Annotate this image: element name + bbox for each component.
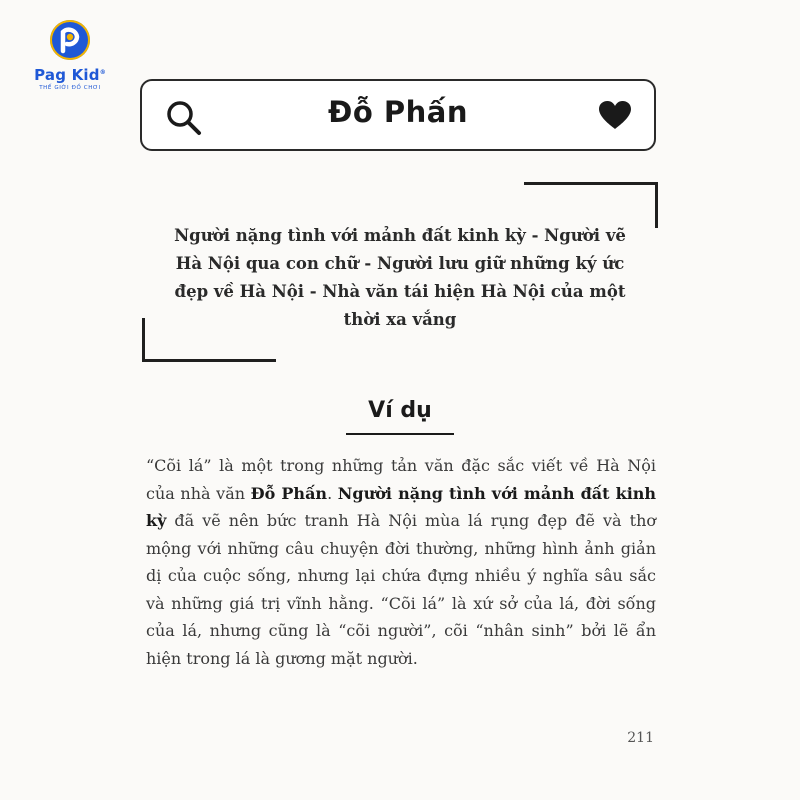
frame-corner-top-horizontal [524, 182, 658, 185]
search-bar[interactable] [140, 79, 656, 151]
heading-underline [346, 433, 454, 435]
logo-tagline: THẾ GIỚI ĐỒ CHƠI [39, 85, 101, 91]
quote-text: Người nặng tình với mảnh đất kinh kỳ - Người vẽ Hà Nội qua con chữ - Người lưu giữ những ký ức đẹp về Hà Nội - Nhà văn tái hiện Hà Nội của một thời xa vắng [174, 226, 626, 329]
frame-corner-bottom-vertical [142, 318, 145, 362]
heart-icon[interactable] [598, 100, 632, 134]
section-heading: Ví dụ [368, 398, 432, 423]
author-epithet: Người nặng tình với mảnh đất kinh kỳ [146, 483, 657, 530]
brand-logo [28, 20, 112, 91]
page-number: 211 [627, 730, 654, 746]
search-title: Đỗ Phấn [328, 95, 468, 129]
frame-corner-bottom-horizontal [142, 359, 276, 362]
author-name: Đỗ Phấn [250, 483, 328, 503]
body-paragraph: “Cõi lá” là một trong những tản văn đặc sắc viết về Hà Nội của nhà văn Đỗ Phấn. Người nặng tình với mảnh đất kinh kỳ đã vẽ nên bức tranh Hà Nội mùa lá rụng đẹp đẽ và thơ mộng với những câu chuyện đời thường, những hình ảnh giản dị của cuộc sống, nhưng lại chứa đựng nhiều ý nghĩa sâu sắc và những giá trị vĩnh hằng. “Cõi lá” là xứ sở của lá, đời sống của lá, nhưng cũng là “cõi người”, cõi “nhân sinh” bởi lẽ ẩn hiện trong lá là gương mặt người. [146, 456, 657, 668]
logo-p-icon [50, 20, 90, 60]
frame-corner-top-vertical [655, 182, 658, 228]
logo-name: Pag Kid® [34, 66, 106, 84]
